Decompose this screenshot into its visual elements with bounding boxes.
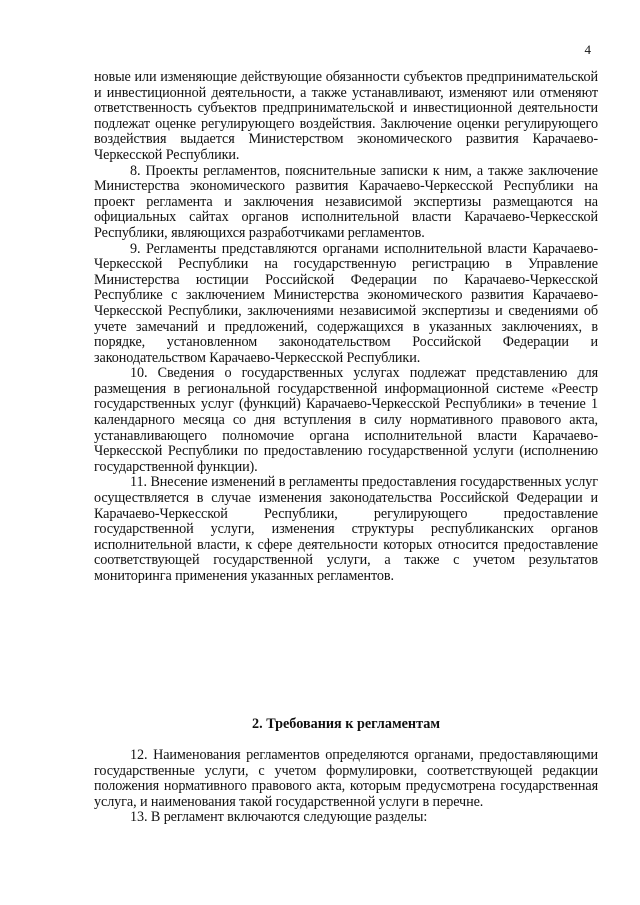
paragraph-10: 10. Сведения о государственных услугах подлежат представлению для размещения в региональной государственной информационной системе «Реестр государственных услуг (функций) Карачаево-Черкесской Республики» в течение 1 календарного месяца со дня вступления в силу нормативного правового акта, устанавливающего полномочие органа исполнительной власти Карачаево-Черкесской Республики по предоставлению государственной услуги (исполнению государственной функции). <box>94 365 598 475</box>
paragraph-12: 12. Наименования регламентов определяются органами, предоставляющими государственные услуги, с учетом формулировки, соответствующей редакции положения нормативного правового акта, которым предусмотрена государственная услуга, и наименования такой государственной услуги в перечне. <box>94 747 598 810</box>
paragraph-8: 8. Проекты регламентов, пояснительные записки к ним, а также заключение Министерства экономического развития Карачаево-Черкесской Республики на проект регламента и заключения независимой экспертизы размещаются на официальных сайтах органов исполнительной власти Карачаево-Черкесской Республики, являющихся разработчиками регламентов. <box>94 162 598 241</box>
body-text-upper <box>94 70 598 585</box>
body-text-lower <box>94 748 598 826</box>
paragraph-13: 13. В регламент включаются следующие разделы: <box>130 809 428 826</box>
paragraph-11: 11. Внесение изменений в регламенты предоставления государственных услуг осуществляется в случае изменения законодательства Российской Федерации и Карачаево-Черкесской Республики, регулирующего предоставление государственной услуги, изменения структуры республиканских органов исполнительной власти, к сфере деятельности которых относится предоставление соответствующей государственной услуги, а также с учетом результатов мониторинга применения указанных регламентов. <box>94 474 598 584</box>
page-number: 4 <box>584 42 591 57</box>
paragraph-continuation: новые или изменяющие действующие обязанности субъектов предпринимательской и инвестиционной деятельности, а также устанавливают, изменяют или отменяют ответственность субъектов предпринимательской и инвестиционной деятельности подлежат оценке регулирующего воздействия. Заключение оценки регулирующего воздействия выдается Министерством экономического развития Карачаево-Черкесской Республики. <box>94 69 598 163</box>
paragraph-9: 9. Регламенты представляются органами исполнительной власти Карачаево-Черкесской Республики на государственную регистрацию в Управление Министерства юстиции Российской Федерации по Карачаево-Черкесской Республике с заключением Министерства экономического развития Карачаево-Черкесской Республики, заключениями независимой экспертизы и сведениями об учете замечаний и предложений, содержащихся в указанных заключениях, в порядке, установленном законодательством Российской Федерации и законодательством Карачаево-Черкесской Республики. <box>94 240 598 366</box>
section-heading: 2. Требования к регламентам <box>252 716 440 732</box>
